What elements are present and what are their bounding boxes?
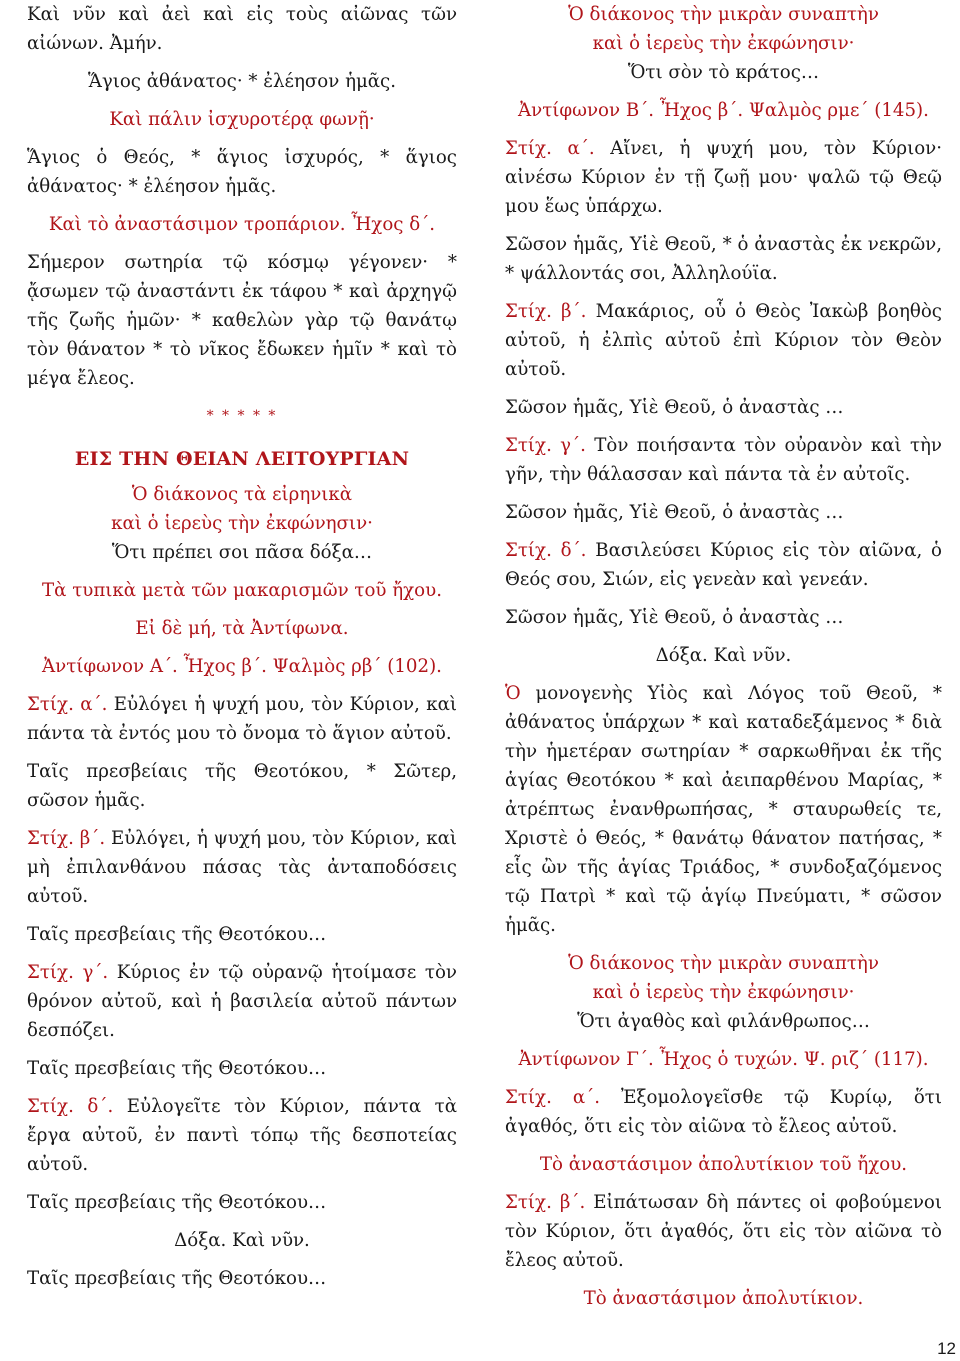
glory-line: Δόξα. Καὶ νῦν. [174, 1230, 310, 1251]
verse-4 [27, 1092, 457, 1179]
verse-text: Εὐλόγει ἡ ψυχή μου, τὸν Κύριον, καὶ πάντα τὰ ἐντός μου τὸ ὄνομα τὸ ἅγιον αὐτοῦ. [27, 694, 457, 744]
monogenes-hymn [505, 679, 942, 940]
verse-label: Στίχ. β΄. [505, 301, 587, 322]
verse-label: Στίχ. δ΄. [27, 1096, 114, 1117]
initial-letter: Ὁ [505, 683, 521, 704]
rubric-litany-2: καὶ ὁ ἱερεὺς τὴν ἐκφώνησιν· [592, 33, 855, 54]
verse-1 [27, 690, 457, 748]
verse-4 [505, 536, 942, 594]
glory-line: Δόξα. Καὶ νῦν. [655, 645, 792, 666]
verse-2 [27, 824, 457, 911]
rubric-antiphons: Εἰ δὲ μή, τὰ Ἀντίφωνα. [135, 618, 349, 639]
verse-text: Εὐλόγει, ἡ ψυχή μου, τὸν Κύριον, καὶ μὴ ἐπιλανθάνου πάσας τὰς ἀνταποδόσεις αὐτοῦ. [27, 828, 457, 907]
refrain-4: Ταῖς πρεσβείαις τῆς Θεοτόκου… [27, 1192, 327, 1213]
verse-text: Μακάριος, οὗ ὁ Θεὸς Ἰακὼβ βοηθὸς αὐτοῦ, ἡ ἐλπὶς αὐτοῦ ἐπὶ Κύριον τὸν Θεὸν αὐτοῦ. [505, 301, 942, 380]
exclamation-2: Ὅτι σὸν τὸ κράτος… [627, 62, 820, 83]
rubric-deacon-2: καὶ ὁ ἱερεὺς τὴν ἐκφώνησιν· [111, 513, 373, 534]
verse-3 [505, 431, 942, 489]
verse-text: Ἐξομολογεῖσθε τῷ Κυρίῳ, ὅτι ἀγαθός, ὅτι εἰς τὸν αἰῶνα τὸ ἔλεος αὐτοῦ. [505, 1087, 942, 1137]
rubric-litany-1: Ὁ διάκονος τὴν μικρὰν συναπτὴν [568, 4, 879, 25]
verse-label: Στίχ. β΄. [27, 828, 106, 849]
verse-label: Στίχ. γ΄. [505, 435, 586, 456]
trisagion-full: Ἅγιος ὁ Θεός, * ἅγιος ἰσχυρός, * ἅγιος ἀθάνατος· * ἐλέησον ἡμᾶς. [27, 147, 457, 197]
verse-text: Αἴνει, ἡ ψυχή μου, τὸν Κύριον· αἰνέσω Κύριον ἐν τῇ ζωῇ μου· ψαλῶ τῷ Θεῷ μου ἕως ὑπάρχω. [505, 138, 942, 217]
rubric-deacon-1: Ὁ διάκονος τὰ εἰρηνικὰ [131, 484, 353, 505]
refrain-3: Σῶσον ἡμᾶς, Υἱὲ Θεοῦ, ὁ ἀναστὰς … [505, 502, 844, 523]
verse-1 [505, 1083, 942, 1141]
verse-3 [27, 958, 457, 1045]
rubric-troparion: Καὶ τὸ ἀναστάσιμον τροπάριον. Ἦχος δ΄. [48, 214, 436, 235]
refrain-1: Σῶσον ἡμᾶς, Υἱὲ Θεοῦ, * ὁ ἀναστὰς ἐκ νεκρῶν, * ψάλλοντάς σοι, Ἀλληλούϊα. [505, 234, 942, 284]
doxology-ending: Καὶ νῦν καὶ ἀεὶ καὶ εἰς τοὺς αἰῶνας τῶν αἰώνων. Ἀμήν. [27, 4, 457, 54]
verse-label: Στίχ. α΄. [505, 1087, 600, 1108]
exclamation-1: Ὅτι πρέπει σοι πᾶσα δόξα… [111, 542, 373, 563]
verse-text: Εἰπάτωσαν δὴ πάντες οἱ φοβούμενοι τὸν Κύριον, ὅτι ἀγαθός, ὅτι εἰς τὸν αἰῶνα τὸ ἔλεος αὐτοῦ. [505, 1192, 942, 1271]
refrain-2: Ταῖς πρεσβείαις τῆς Θεοτόκου… [27, 924, 327, 945]
refrain-2: Σῶσον ἡμᾶς, Υἱὲ Θεοῦ, ὁ ἀναστὰς … [505, 397, 844, 418]
hymn-text: μονογενὴς Υἱὸς καὶ Λόγος τοῦ Θεοῦ, * ἀθάνατος ὑπάρχων * καὶ καταδεξάμενος * διὰ τὴν ἡμετέραν σωτηρίαν * σαρκωθῆναι ἐκ τῆς ἁγίας Θεοτόκου * καὶ ἀειπαρθένου Μαρίας, * ἀτρέπτως ἐνανθρωπήσας, * σταυρωθείς τε, Χριστὲ ὁ Θεός, * θανάτῳ θάνατον πατήσας, * εἷς ὢν τῆς ἁγίας Τριάδος, * συνδοξαζόμενος τῷ Πατρὶ * καὶ τῷ ἁγίῳ Πνεύματι, * σῶσον ἡμᾶς. [505, 683, 942, 936]
rubric-typika: Τὰ τυπικὰ μετὰ τῶν μακαρισμῶν τοῦ ἤχου. [42, 580, 442, 601]
rubric-litany-3: Ὁ διάκονος τὴν μικρὰν συναπτὴν [568, 953, 879, 974]
page-number: 12 [937, 1339, 956, 1358]
verse-label: Στίχ. γ΄. [27, 962, 109, 983]
verse-2 [505, 1188, 942, 1275]
left-column [27, 0, 457, 1302]
rubric-apolytikion-2: Τὸ ἀναστάσιμον ἀπολυτίκιον. [583, 1288, 864, 1309]
rubric-apolytikion: Τὸ ἀναστάσιμον ἀπολυτίκιον τοῦ ἤχου. [539, 1154, 908, 1175]
verse-2 [505, 297, 942, 384]
antiphon-3-title: Ἀντίφωνον Γ΄. Ἦχος ὁ τυχών. Ψ. ριζ΄ (117). [518, 1049, 929, 1070]
section-heading: ΕΙΣ ΤΗΝ ΘΕΙΑΝ ΛΕΙΤΟΥΡΓΙΑΝ [74, 448, 410, 470]
verse-text: Τὸν ποιήσαντα τὸν οὐρανὸν καὶ τὴν γῆν, τὴν θάλασσαν καὶ πάντα τὰ ἐν αὐτοῖς. [505, 435, 942, 485]
antiphon-2-title: Ἀντίφωνον Β΄. Ἦχος β΄. Ψαλμὸς ρμε΄ (145). [518, 100, 929, 121]
verse-1 [505, 134, 942, 221]
refrain-4: Σῶσον ἡμᾶς, Υἱὲ Θεοῦ, ὁ ἀναστὰς … [505, 607, 844, 628]
verse-label: Στίχ. β΄. [505, 1192, 586, 1213]
verse-label: Στίχ. δ΄. [505, 540, 587, 561]
verse-text: Εὐλογεῖτε τὸν Κύριον, πάντα τὰ ἔργα αὐτοῦ, ἐν παντὶ τόπῳ τῆς δεσποτείας αὐτοῦ. [27, 1096, 457, 1175]
verse-text: Κύριος ἐν τῷ οὐρανῷ ἡτοίμασε τὸν θρόνον αὐτοῦ, καὶ ἡ βασιλεία αὐτοῦ πάντων δεσπόζει. [27, 962, 457, 1041]
rubric-louder: Καὶ πάλιν ἰσχυροτέρᾳ φωνῇ· [109, 109, 375, 130]
refrain-3: Ταῖς πρεσβείαις τῆς Θεοτόκου… [27, 1058, 327, 1079]
trisagion-line: Ἅγιος ἀθάνατος· * ἐλέησον ἡμᾶς. [87, 71, 397, 92]
right-column [505, 0, 942, 1322]
verse-label: Στίχ. α΄. [27, 694, 108, 715]
troparion-text: Σήμερον σωτηρία τῷ κόσμῳ γέγονεν· * ᾄσωμεν τῷ ἀναστάντι ἐκ τάφου * καὶ ἀρχηγῷ τῆς ζωῆς ἡμῶν· * καθελὼν γὰρ τῷ θανάτῳ τὸν θάνατον * τὸ νῖκος ἔδωκεν ἡμῖν * καὶ τὸ μέγα ἔλεος. [27, 252, 457, 389]
refrain-1: Ταῖς πρεσβείαις τῆς Θεοτόκου, * Σῶτερ, σῶσον ἡμᾶς. [27, 761, 457, 811]
refrain-5: Ταῖς πρεσβείαις τῆς Θεοτόκου… [27, 1268, 327, 1289]
verse-text: Βασιλεύσει Κύριος εἰς τὸν αἰῶνα, ὁ Θεός σου, Σιών, εἰς γενεὰν καὶ γενεάν. [505, 540, 942, 590]
antiphon-1-title: Ἀντίφωνον Α΄. Ἦχος β΄. Ψαλμὸς ρβ΄ (102). [42, 656, 442, 677]
verse-label: Στίχ. α΄. [505, 138, 595, 159]
section-divider: * * * * * [206, 408, 278, 424]
rubric-litany-4: καὶ ὁ ἱερεὺς τὴν ἐκφώνησιν· [592, 982, 855, 1003]
exclamation-3: Ὅτι ἀγαθὸς καὶ φιλάνθρωπος… [577, 1011, 870, 1032]
